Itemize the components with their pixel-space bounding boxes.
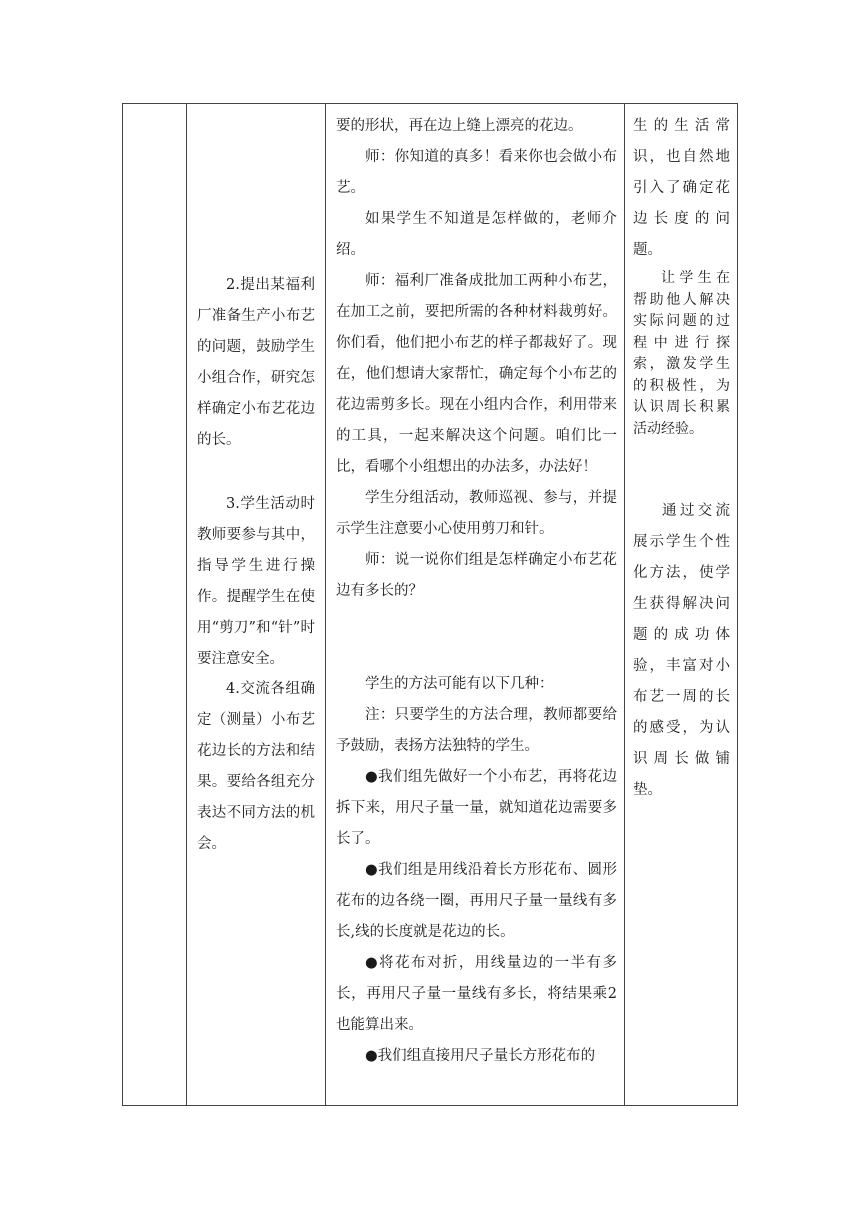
lesson-plan-table xyxy=(122,103,738,1106)
process-step-3: 3.学生活动时教师要参与其中，指导学生进行操作。提醒学生在使用“剪刀”和“针”时要注意安全。 xyxy=(197,496,315,667)
content-paragraph: 师：说一说你们组是怎样确定小布艺花边有多长的？ xyxy=(336,552,617,599)
process-step-2: 2.提出某福利厂准备生产小布艺的问题，鼓励学生小组合作，研究怎样确定小布艺花边的长。 xyxy=(197,277,315,448)
intent-note-1: 生的生活常识，也自然地引入了确定花边长度的问题。 xyxy=(633,118,730,258)
content-paragraph: 注：只要学生的方法合理，教师都要给予鼓励，表扬方法独特的学生。 xyxy=(336,707,617,754)
content-paragraph: 学生分组活动，教师巡视、参与，并提示学生注意要小心使用剪刀和针。 xyxy=(336,490,617,537)
content-paragraph: 学生的方法可能有以下几种： xyxy=(365,676,554,692)
content-paragraph: 要的形状，再在边上缝上漂亮的花边。 xyxy=(336,118,583,134)
intent-column xyxy=(625,104,738,1105)
content-bullet: ●将花布对折，用线量边的一半有多长，再用尺子量一量线有多长，将结果乘2也能算出来。 xyxy=(336,955,617,1033)
content-bullet: ●我们组直接用尺子量长方形花布的 xyxy=(365,1048,596,1064)
content-column xyxy=(326,104,624,1105)
content-bullet: ●我们组是用线沿着长方形花布、圆形花布的边各绕一圈，再用尺子量一量线有多长,线的长度就是花边的长。 xyxy=(336,862,617,940)
content-paragraph: 师：福利厂准备成批加工两种小布艺，在加工之前，要把所需的各种材料裁剪好。你们看，他们把小布艺的样子都裁好了。现在，他们想请大家帮忙，确定每个小布艺的花边需剪多长。现在小组内合作，利用带来的工具，一起来解决这个问题。咱们比一比，看哪个小组想出的办法多，办法好！ xyxy=(336,273,617,475)
content-paragraph: 师：你知道的真多！看来你也会做小布艺。 xyxy=(336,149,617,196)
process-step-4: 4.交流各组确定（测量）小布艺花边长的方法和结果。要给各组充分表达不同方法的机会。 xyxy=(197,681,315,852)
intent-note-2: 让学生在帮助他人解决实际问题的过程中进行探索，激发学生的积极性，为认识周长积累活动经验。 xyxy=(633,270,730,437)
content-paragraph: 如果学生不知道是怎样做的，老师介绍。 xyxy=(336,211,617,258)
content-bullet: ●我们组先做好一个小布艺，再将花边拆下来，用尺子量一量，就知道花边需要多长了。 xyxy=(336,769,617,847)
process-column xyxy=(187,104,325,1105)
intent-note-3: 通过交流展示学生个性化方法，使学生获得解决问题的成功体验，丰富对小布艺一周的长的感受，为认识周长做铺垫。 xyxy=(633,503,730,798)
